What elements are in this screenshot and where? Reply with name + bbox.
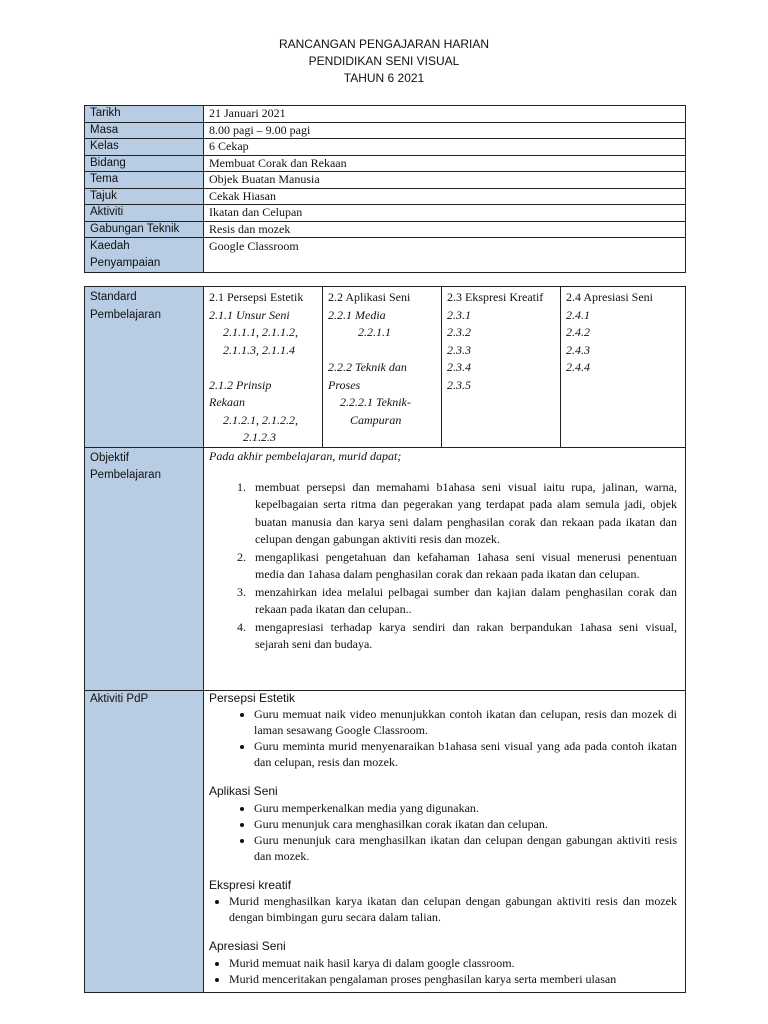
info-table [84,105,686,273]
activity-item: • Murid menghasilkan karya ikatan dan celupan dengan gabungan aktiviti resis dan mozek dengan bimbingan guru secara dalam talian. [229,893,677,925]
doc-title-line3: TAHUN 6 2021 [343,71,425,85]
section-title: Persepsi Estetik [209,690,296,705]
info-value: Ikatan dan Celupan [204,205,686,222]
standard-item: 2.2.2.1 Teknik- [340,395,411,409]
aplikasi-list [209,800,677,864]
objektif-label-line2: Pembelajaran [90,469,161,481]
info-label: Gabungan Teknik [85,221,204,238]
standard-item: Rekaan [209,395,245,409]
standard-spacer [209,359,322,377]
standard-heading: 2.1 Persepsi Estetik [209,290,304,304]
standard-heading: 2.3 Ekspresi Kreatif [447,290,544,304]
info-row [85,106,686,123]
standard-item: 2.3.2 [447,325,471,339]
standard-item: Proses [328,377,361,392]
standard-col-ekspresi [442,287,561,448]
standard-col-aplikasi [323,287,442,448]
objektif-item: 4. mengapresiasi terhadap karya sendiri dan rakan berpandukan 1ahasa seni visual, sejarah seni dan budaya. [249,619,677,654]
standard-item: 2.3.3 [447,342,471,357]
info-row [85,172,686,189]
section-title: Aplikasi Seni [209,784,278,798]
activity-item: • Guru meminta murid menyenaraikan b1ahasa seni visual yang ada pada contoh ikatan dan celupan, resis dan mozek. [254,738,677,770]
objektif-label [85,447,204,690]
standard-item: 2.1.1.1, 2.1.1.2, [223,325,298,339]
info-row [85,205,686,222]
info-value: Membuat Corak dan Rekaan [204,155,686,172]
standard-spacer [328,342,441,360]
activity-item: • Guru menunjuk cara menghasilkan corak ikatan dan celupan. [254,816,677,832]
ekspresi-list [209,893,677,925]
standard-item: 2.4.4 [566,360,590,374]
objektif-intro: Pada akhir pembelajaran, murid dapat; [209,448,402,463]
activity-item: • Guru memperkenalkan media yang digunakan. [254,800,677,816]
info-value: 8.00 pagi – 9.00 pagi [204,122,686,139]
objektif-list [209,479,677,654]
standard-item: Campuran [350,412,402,427]
standard-item: 2.1.2.3 [243,430,276,444]
info-value: 6 Cekap [204,139,686,156]
standard-item: 2.4.1 [566,307,590,322]
info-value: Cekak Hiasan [204,188,686,205]
standard-item: 2.4.3 [566,342,590,357]
info-row [85,188,686,205]
doc-title-line1: RANCANGAN PENGAJARAN HARIAN [278,37,490,51]
standard-heading: 2.2 Aplikasi Seni [328,290,411,304]
info-value: 21 Januari 2021 [204,106,686,123]
standard-row [85,287,686,448]
info-label: Aktiviti [85,205,204,222]
standard-item: 2.2.1.1 [358,325,391,339]
main-table [84,286,686,993]
info-row [85,155,686,172]
activity-item: • Guru menunjuk cara menghasilkan ikatan dan celupan dengan gabungan aktiviti resis dan mozek. [254,832,677,864]
info-row [85,238,686,273]
standard-col-apresiasi [561,287,686,448]
objektif-item: 3. menzahirkan idea melalui pelbagai sumber dan kajian dalam penghasilan corak dan rekaan pada ikatan dan celupan.. [249,584,677,619]
objektif-item: 2. mengaplikasi pengetahuan dan kefahaman 1ahasa seni visual menerusi penentuan media dan 1ahasa dalam penghasilan corak dan rekaan pada ikatan dan celupan. [249,549,677,584]
standard-heading: 2.4 Apresiasi Seni [566,290,653,304]
standard-item: 2.1.2.1, 2.1.2.2, [223,412,298,427]
doc-title-line2: PENDIDIKAN SENI VISUAL [308,54,460,68]
objektif-item: 1. membuat persepsi dan memahami b1ahasa seni visual iaitu rupa, jalinan, warna, kepelbagaian serta ritma dan pegerakan yang terdapat pada alam semula jadi, objek buatan manusia dan karya seni dalam penghasilan corak dan rekaan pada ikatan dan celupan dengan gabungan aktiviti resis dan mozek. [249,479,677,549]
info-row [85,221,686,238]
section-title: Ekspresi kreatif [209,877,292,892]
apresiasi-list [209,955,677,987]
standard-item: 2.2.2 Teknik dan [328,360,407,374]
standard-item: 2.1.2 Prinsip [209,377,272,392]
standard-item: 2.3.4 [447,360,471,374]
standard-item: 2.3.5 [447,377,471,392]
info-label: Kaedah Penyampaian [85,238,204,273]
standard-label-line2: Pembelajaran [90,308,161,321]
activity-item: • Guru memuat naik video menunjukkan contoh ikatan dan celupan, resis dan mozek di laman sesawang Google Classroom. [254,706,677,738]
info-label: Masa [85,122,204,139]
info-label: Bidang [85,155,204,172]
info-label: Tema [85,172,204,189]
info-row [85,122,686,139]
info-label: Kelas [85,139,204,156]
standard-label-line1: Standard [90,291,137,303]
standard-item: 2.1.1 Unsur Seni [209,307,290,322]
objektif-row [85,447,686,690]
standard-item: 2.3.1 [447,307,471,322]
info-label: Tarikh [85,106,204,123]
aktiviti-label: Aktiviti PdP [85,690,204,992]
standard-item: 2.1.1.3, 2.1.1.4 [223,342,295,357]
info-label: Tajuk [85,188,204,205]
info-row [85,139,686,156]
standard-label [85,287,204,448]
info-value: Objek Buatan Manusia [204,172,686,189]
activity-item: • Murid menceritakan pengalaman proses penghasilan karya serta memberi ulasan [229,971,677,987]
objektif-content [204,447,686,690]
activity-item: • Murid memuat naik hasil karya di dalam google classroom. [229,955,677,971]
info-value: Google Classroom [204,238,686,273]
standard-item: 2.4.2 [566,325,590,339]
standard-item: 2.2.1 Media [328,307,386,322]
info-value: Resis dan mozek [204,221,686,238]
section-title: Apresiasi Seni [209,939,286,953]
persepsi-list [209,706,677,770]
objektif-label-line1: Objektif [90,451,129,464]
aktiviti-content [204,690,686,992]
standard-col-persepsi [204,287,323,448]
aktiviti-row [85,690,686,992]
